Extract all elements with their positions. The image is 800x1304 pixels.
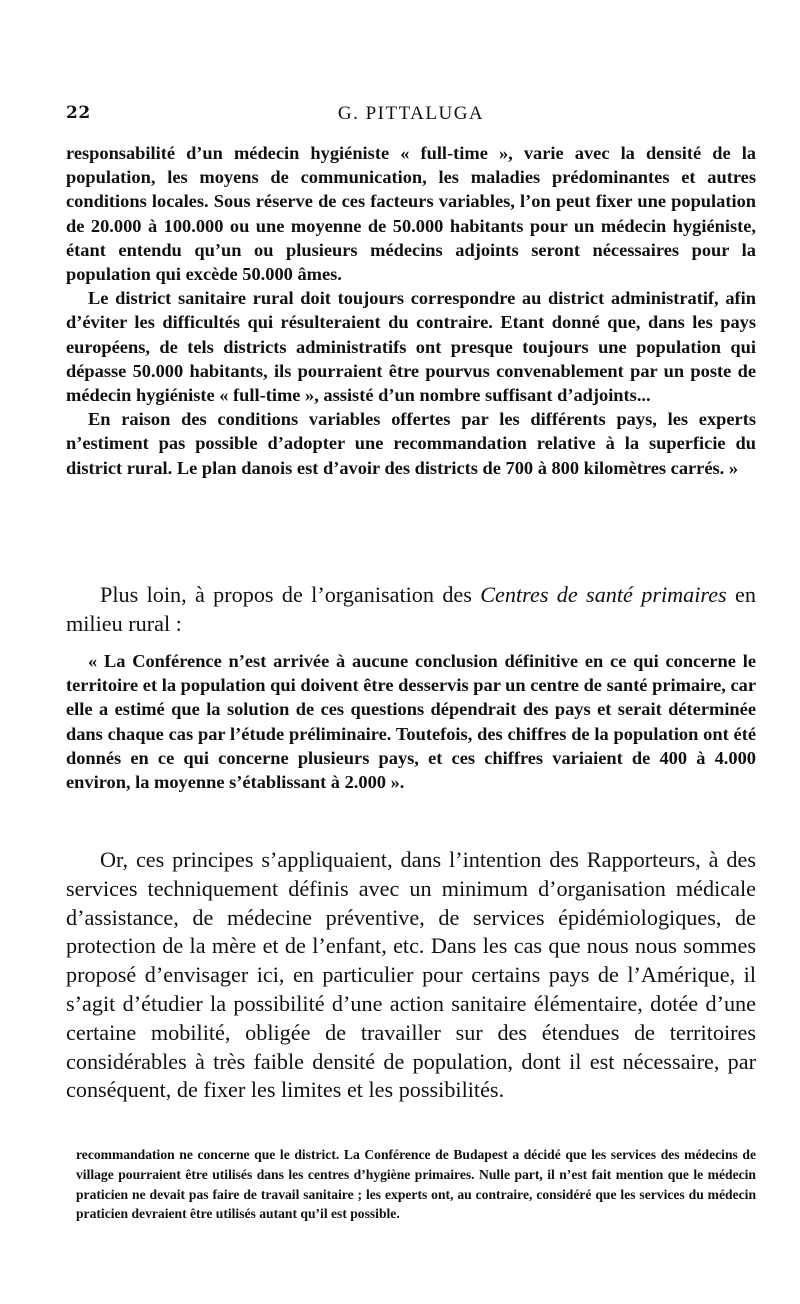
italic-term: Centres de santé primaires: [480, 582, 727, 607]
quote-paragraph: Le district sanitaire rural doit toujours correspondre au district administratif, afin d’éviter les difficultés qui résulteraient du contraire. Etant donné que, dans les pays européens, de tels districts administratifs ont presque toujours une population qui dépasse 50.000 habitants, ils pourraient être pourvus convenablement par un poste de médecin hygiéniste « full-time », assisté d’un nombre suffisant d’adjoints...: [66, 288, 756, 406]
quoted-passage-district: [66, 141, 756, 480]
body-text-tail: en milieu rural :: [66, 582, 756, 636]
page-header: [66, 103, 756, 129]
running-head: G. PITTALUGA: [337, 103, 485, 124]
quoted-passage-centres: [66, 649, 756, 794]
body-paragraph-principles: Or, ces principes s’appliquaient, dans l’intention des Rapporteurs, à des services techniquement définis avec un minimum d’organisation médicale d’assistance, de médecine préventive, de services épidémiologiques, de protection de la mère et de l’enfant, etc. Dans les cas que nous nous sommes proposé d’envisager ici, en particulier pour certains pays de l’Amérique, il s’agit d’étudier la possibilité d’une action sanitaire élémentaire, dotée d’une certaine mobilité, obligée de travailler sur des étendues de territoires considérables à très faible densité de population, dont il est nécessaire, par conséquent, de fixer les limites et les possibilités.: [66, 847, 756, 1103]
body-text-lead: Plus loin, à propos de l’organisation des: [100, 582, 481, 607]
quote-paragraph: « La Conférence n’est arrivée à aucune conclusion définitive en ce qui concerne le territoire et la population qui doivent être desservis par un centre de santé primaire, car elle a estimé que la solution de ces questions dépendrait des pays et serait déterminée dans chaque cas par l’étude préliminaire. Toutefois, des chiffres de la population ont été donnés en ce qui concerne plusieurs pays, et ces chiffres variaient de 400 à 4.000 environ, la moyenne s’établissant à 2.000 ».: [66, 651, 756, 793]
quote-paragraph: En raison des conditions variables offertes par les différents pays, les experts n’estiment pas possible d’adopter une recommandation relative à la superficie du district rural. Le plan danois est d’avoir des districts de 700 à 800 kilomètres carrés. »: [66, 409, 756, 478]
quote-paragraph: responsabilité d’un médecin hygiéniste « full-time », varie avec la densité de la population, les moyens de communication, les maladies prédominantes et autres conditions locales. Sous réserve de ces facteurs variables, l’on peut fixer une population de 20.000 à 100.000 ou une moyenne de 50.000 habitants pour un médecin hygiéniste, étant entendu qu’un ou plusieurs médecins adjoints seront nécessaires pour la population qui excède 50.000 âmes.: [66, 143, 756, 285]
footnote: recommandation ne concerne que le district. La Conférence de Budapest a décidé que les services des médecins de village pourraient être utilisés dans les centres d’hygiène primaires. Nulle part, il n’est fait mention que le médecin praticien ne devait pas faire de travail sanitaire ; les experts ont, au contraire, considéré que les services du médecin praticien devraient être utilisés autant qu’il est possible.: [76, 1147, 756, 1222]
page-number: 22: [66, 103, 91, 123]
body-paragraph-intro: [66, 581, 756, 639]
